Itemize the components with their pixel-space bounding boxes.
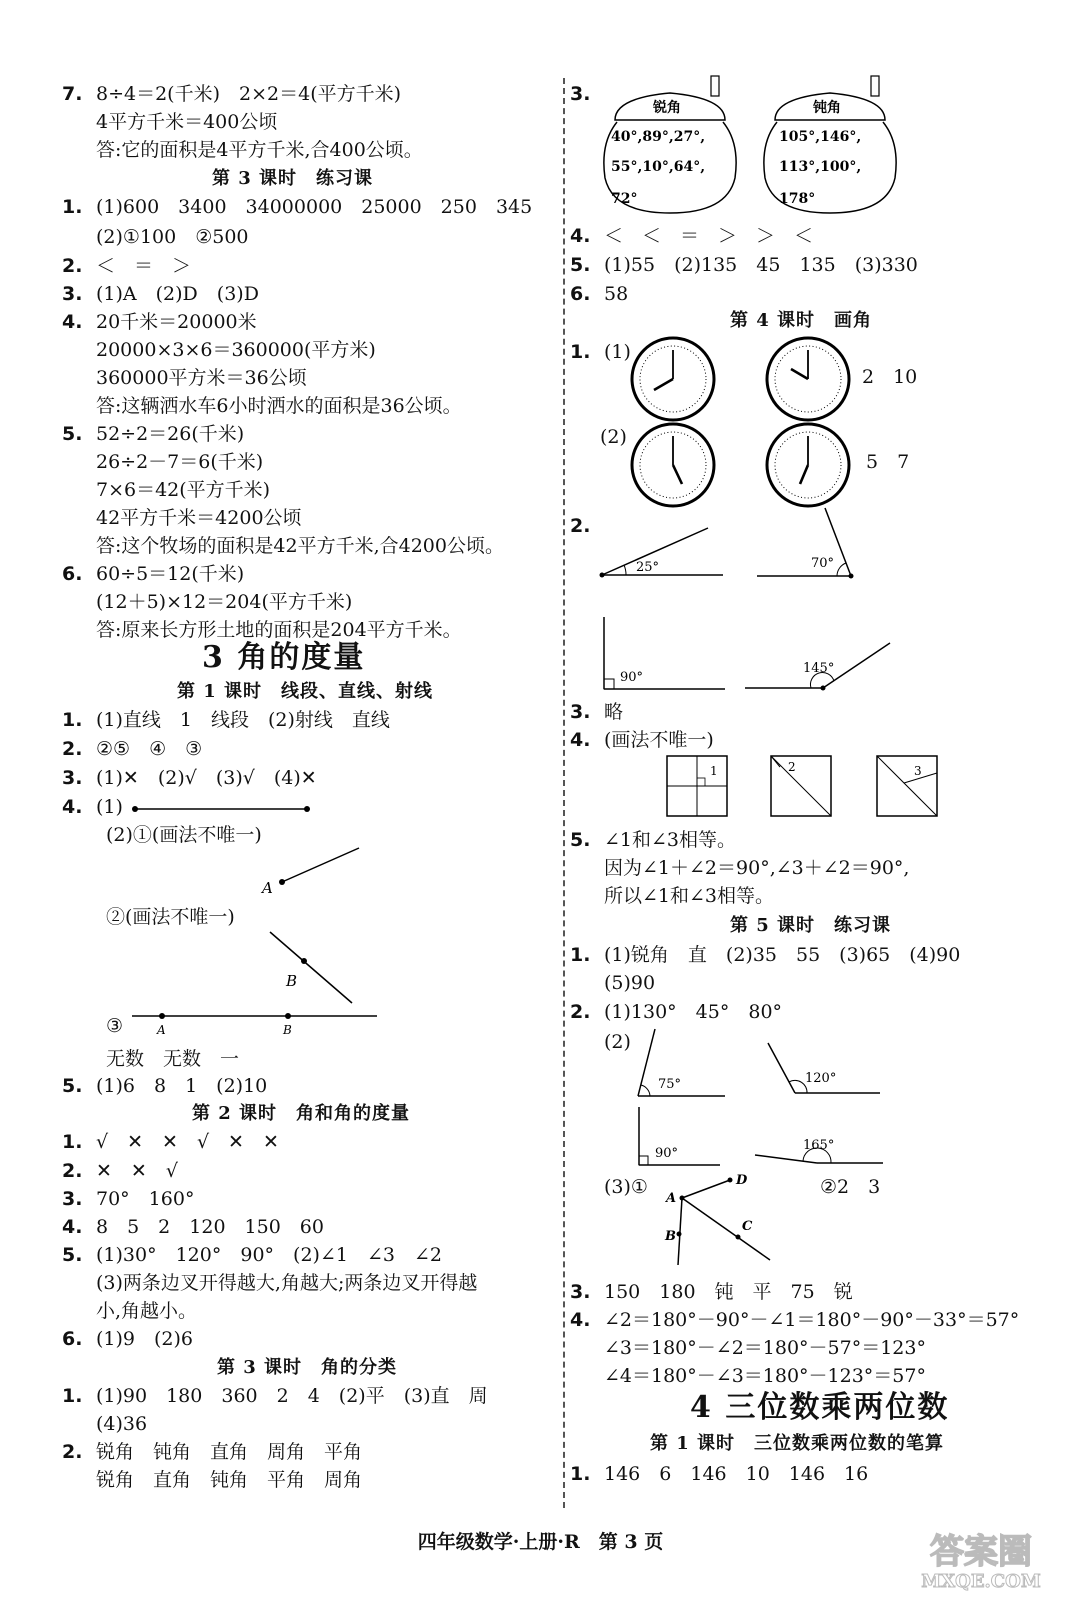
l3-q2: 2. ＜ ＝ ＞ [62, 255, 192, 277]
c3l2-q4: 4. 8 5 2 120 150 60 [62, 1216, 324, 1238]
clock-3 [630, 422, 716, 508]
pot2-row1: 105°,146°, [779, 129, 862, 145]
l3-q6-answer: 答:原来长方形土地的面积是204平方千米。 [96, 619, 462, 641]
pot1-title: 锐角 [653, 100, 681, 116]
r-q4: 4. ＜ ＜ ＝ ＞ ＞ ＜ [570, 225, 814, 247]
column-divider [563, 78, 565, 1508]
c3l1-q4-answer: 无数 无数 一 [106, 1048, 240, 1070]
l4-q1-part1-answer: 2 10 [862, 366, 918, 388]
watermark-url: MXQE.COM [921, 1571, 1041, 1592]
l3-q6-line2: (12＋5)×12＝204(平方千米) [96, 591, 353, 613]
pot2-row3: 178° [779, 191, 816, 207]
c3l2-q5-line2: (3)两条边叉开得越大,角越大;两条边叉开得越 [96, 1272, 478, 1294]
l3-q6-line1: 6. 60÷5＝12(千米) [62, 563, 245, 585]
l3-q4-line2: 20000×3×6＝360000(平方米) [96, 339, 376, 361]
l4-q5-line3: 所以∠1和∠3相等。 [604, 885, 775, 907]
q7-line1: 7. 8÷4＝2(千米) 2×2＝4(平方千米) [62, 83, 402, 105]
l3-q5-line1: 5. 52÷2＝26(千米) [62, 423, 245, 445]
c3l1-q5: 5. (1)6 8 1 (2)10 [62, 1075, 268, 1097]
c3l3-q2-line1: 2. 锐角 钝角 直角 周角 平角 [62, 1441, 363, 1463]
r-q3-label: 3. [570, 83, 591, 105]
acute-angle-pot [595, 68, 745, 218]
l5-q2-part3: (3)① [604, 1176, 648, 1198]
pot1-row3: 72° [611, 191, 638, 207]
angle-75-figure [630, 1026, 730, 1101]
c3l1-q4-part2b: ②(画法不唯一) [106, 906, 235, 928]
c3l1-q1: 1. (1)直线 1 线段 (2)射线 直线 [62, 709, 390, 731]
square-3-label: 3 [914, 764, 922, 778]
q7-line2: 4平方千米＝400公顷 [96, 111, 278, 133]
l5-q4-line3: ∠4＝180°－∠3＝180°－123°＝57° [604, 1365, 926, 1387]
q7-answer: 答:它的面积是4平方千米,合400公顷。 [96, 139, 423, 161]
ch3-lesson5-heading: 第 5 课时 练习课 [730, 915, 892, 936]
clock-4 [765, 422, 851, 508]
ch3-lesson2-heading: 第 2 课时 角和角的度量 [192, 1103, 411, 1124]
l3-q5-line2: 26÷2－7＝6(千米) [96, 451, 264, 473]
l4-q1-part2: (2) [600, 426, 627, 448]
l5-q2-part1: 2. (1)130° 45° 80° [570, 1001, 783, 1023]
pot1-row1: 40°,89°,27°, [611, 129, 706, 145]
c3l3-q2-line2: 锐角 直角 钝角 平角 周角 [96, 1469, 363, 1491]
angle-75-label: 75° [658, 1077, 682, 1092]
angle-90-figure [600, 615, 730, 695]
angle-145-label: 145° [803, 661, 835, 676]
line-b-figure [262, 928, 362, 1008]
clock-2 [765, 336, 851, 422]
ray-a-label: A [262, 879, 273, 897]
c3l1-q3: 3. (1)✕ (2)√ (3)√ (4)✕ [62, 767, 317, 789]
chapter3-title: 3 角的度量 [202, 640, 366, 675]
l3-q1-line1: 1. (1)600 3400 34000000 25000 250 345 [62, 196, 533, 218]
pot1-row2: 55°,10°,64°, [611, 159, 706, 175]
obtuse-angle-pot [755, 68, 905, 218]
ch3-lesson3-heading: 第 3 课时 角的分类 [217, 1357, 398, 1378]
angle-70-label: 70° [811, 556, 835, 571]
pot2-title: 钝角 [813, 100, 841, 116]
line-ab-label-b: B [283, 1023, 292, 1037]
r-q5: 5. (1)55 (2)135 45 135 (3)330 [570, 254, 918, 276]
l3-q5-line4: 42平方千米＝4200公顷 [96, 507, 302, 529]
l3-q4-line1: 4. 20千米＝20000米 [62, 311, 257, 333]
angle-25-figure [598, 525, 728, 585]
angle-90-label: 90° [620, 670, 644, 685]
l5-q4-line2: ∠3＝180°－∠2＝180°－57°＝123° [604, 1337, 926, 1359]
c3l2-q3: 3. 70° 160° [62, 1188, 195, 1210]
l4-q1-part1: 1. (1) [570, 341, 631, 363]
angle-120-label: 120° [805, 1071, 837, 1086]
clock-1 [630, 336, 716, 422]
c3l1-q4-part2: (2)①(画法不唯一) [106, 824, 262, 846]
c3l2-q5-line3: 小,角越小。 [96, 1300, 198, 1322]
angle-145-figure [745, 640, 895, 695]
page-footer: 四年级数学·上册·R 第 3 页 [417, 1531, 664, 1553]
square-figure-1 [666, 755, 728, 817]
l3-q4-line3: 360000平方米＝36公顷 [96, 367, 307, 389]
point-d-label: D [736, 1173, 748, 1188]
angle-25-label: 25° [636, 560, 660, 575]
angle-90b-label: 90° [655, 1146, 679, 1161]
segment-figure [132, 806, 312, 812]
square-figure-2 [770, 755, 832, 817]
square-2-label: 2 [788, 760, 796, 774]
l5-q1-line1: 1. (1)锐角 直 (2)35 55 (3)65 (4)90 [570, 944, 961, 966]
c3l1-q4-part1: 4. (1) [62, 796, 123, 818]
point-a-label: A [666, 1191, 677, 1206]
l3-q4-answer: 答:这辆洒水车6小时洒水的面积是36公顷。 [96, 395, 462, 417]
l5-q3: 3. 150 180 钝 平 75 锐 [570, 1281, 853, 1303]
l5-q1-line2: (5)90 [604, 972, 656, 994]
c3l1-q4-part3: ③ [106, 1015, 124, 1037]
l5-q2-part3-answer: ②2 3 [820, 1176, 881, 1198]
watermark-logo [891, 1525, 1071, 1595]
angle-90b-figure [635, 1105, 725, 1170]
l5-q4-line1: 4. ∠2＝180°－90°－∠1＝180°－90°－33°＝57° [570, 1309, 1020, 1331]
ray-a-figure [252, 845, 362, 897]
l4-q4-label: 4. (画法不唯一) [570, 729, 714, 751]
square-1-label: 1 [710, 764, 718, 778]
ch4-lesson1-heading: 第 1 课时 三位数乘两位数的笔算 [650, 1433, 945, 1454]
angle-165-figure [755, 1135, 885, 1170]
ch3-lesson1-heading: 第 1 课时 线段、直线、射线 [177, 681, 434, 702]
l3-q5-answer: 答:这个牧场的面积是42平方千米,合4200公顷。 [96, 535, 504, 557]
r-q6: 6. 58 [570, 283, 629, 305]
lesson3-heading: 第 3 课时 练习课 [212, 168, 374, 189]
l5-q2-part2: (2) [604, 1031, 631, 1053]
l4-q1-part2-answer: 5 7 [866, 451, 910, 473]
angle-165-label: 165° [803, 1138, 835, 1153]
line-b-label: B [286, 972, 298, 990]
l4-q5-line1: 5. ∠1和∠3相等。 [570, 829, 737, 851]
l3-q1-line2: (2)①100 ②500 [96, 226, 249, 248]
points-abcd-figure [660, 1170, 780, 1270]
c3l3-q1-line1: 1. (1)90 180 360 2 4 (2)平 (3)直 周 [62, 1385, 488, 1407]
c3l3-q1-line2: (4)36 [96, 1413, 148, 1435]
l4-q3: 3. 略 [570, 701, 624, 723]
ch3-lesson4-heading: 第 4 课时 画角 [730, 310, 873, 331]
c3l1-q2: 2. ②⑤ ④ ③ [62, 738, 203, 760]
c3l2-q5-line1: 5. (1)30° 120° 90° (2)∠1 ∠3 ∠2 [62, 1244, 442, 1266]
chapter4-title: 4 三位数乘两位数 [690, 1390, 950, 1425]
angle-70-figure [753, 505, 863, 585]
point-c-label: C [742, 1219, 753, 1234]
c3l2-q2: 2. ✕ ✕ √ [62, 1160, 178, 1182]
watermark-text: 答案圈 [930, 1532, 1032, 1572]
pot2-row2: 113°,100°, [779, 159, 862, 175]
c3l2-q6: 6. (1)9 (2)6 [62, 1328, 194, 1350]
c3l2-q1: 1. √ ✕ ✕ √ ✕ ✕ [62, 1131, 279, 1153]
point-b-label: B [665, 1229, 676, 1244]
angle-120-figure [765, 1040, 885, 1100]
l4-q5-line2: 因为∠1＋∠2＝90°,∠3＋∠2＝90°, [604, 857, 910, 879]
line-ab-figure [132, 1012, 382, 1042]
c4l1-q1: 1. 146 6 146 10 146 16 [570, 1463, 869, 1485]
l4-q2-label: 2. [570, 515, 591, 537]
l3-q3: 3. (1)A (2)D (3)D [62, 283, 259, 305]
l3-q5-line3: 7×6＝42(平方千米) [96, 479, 271, 501]
line-ab-label-a: A [157, 1023, 166, 1037]
square-figure-3 [876, 755, 938, 817]
